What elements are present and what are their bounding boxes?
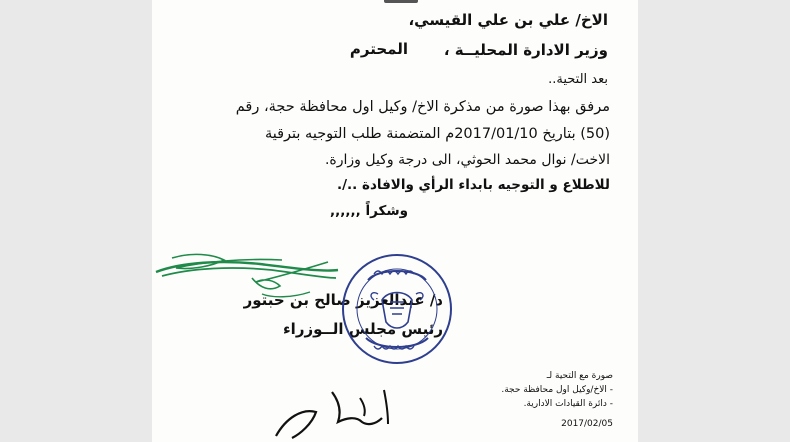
addressee-position: وزير الادارة المحليــة ،: [443, 41, 608, 59]
left-margin: [0, 0, 152, 442]
body-line-1: مرفق بهذا صورة من مذكرة الاخ/ وكيل اول محافظة حجة، رقم: [235, 99, 610, 115]
copies-date: 2017/02/05: [561, 419, 613, 429]
instruction-line: للاطلاع و التوجيه بابداء الرأي والافادة ../.: [336, 177, 610, 193]
official-seal-stamp: [338, 250, 456, 368]
letter-page: [152, 0, 638, 442]
honorific: المحترم: [349, 40, 408, 58]
right-margin: [638, 0, 790, 442]
greeting: بعد التحية..: [548, 72, 608, 87]
page-top-mark: [384, 0, 418, 3]
copies-line-1: - الاخ/وكيل اول محافظة حجة.: [501, 385, 613, 395]
copies-header: صورة مع التحية لـ: [546, 371, 613, 381]
body-line-3: الاخت/ نوال محمد الحوثي، الى درجة وكيل وزارة.: [324, 152, 610, 168]
addressee-name: الاخ/ علي بن علي القيسي،: [408, 11, 608, 29]
copies-line-2: - دائرة القيادات الادارية.: [523, 399, 613, 409]
signatory-name: د/ عبدالعزيز صالح بن حبتور: [243, 291, 443, 309]
body-line-2: (50) بتاريخ 2017/01/10م المتضمنة طلب التوجيه بترقية: [264, 126, 610, 142]
handwritten-note-scribble: [272, 378, 412, 442]
signatory-title: رئيس مجلس الــوزراء: [283, 320, 443, 338]
thanks-line: وشكراً ,,,,,,: [329, 203, 408, 219]
